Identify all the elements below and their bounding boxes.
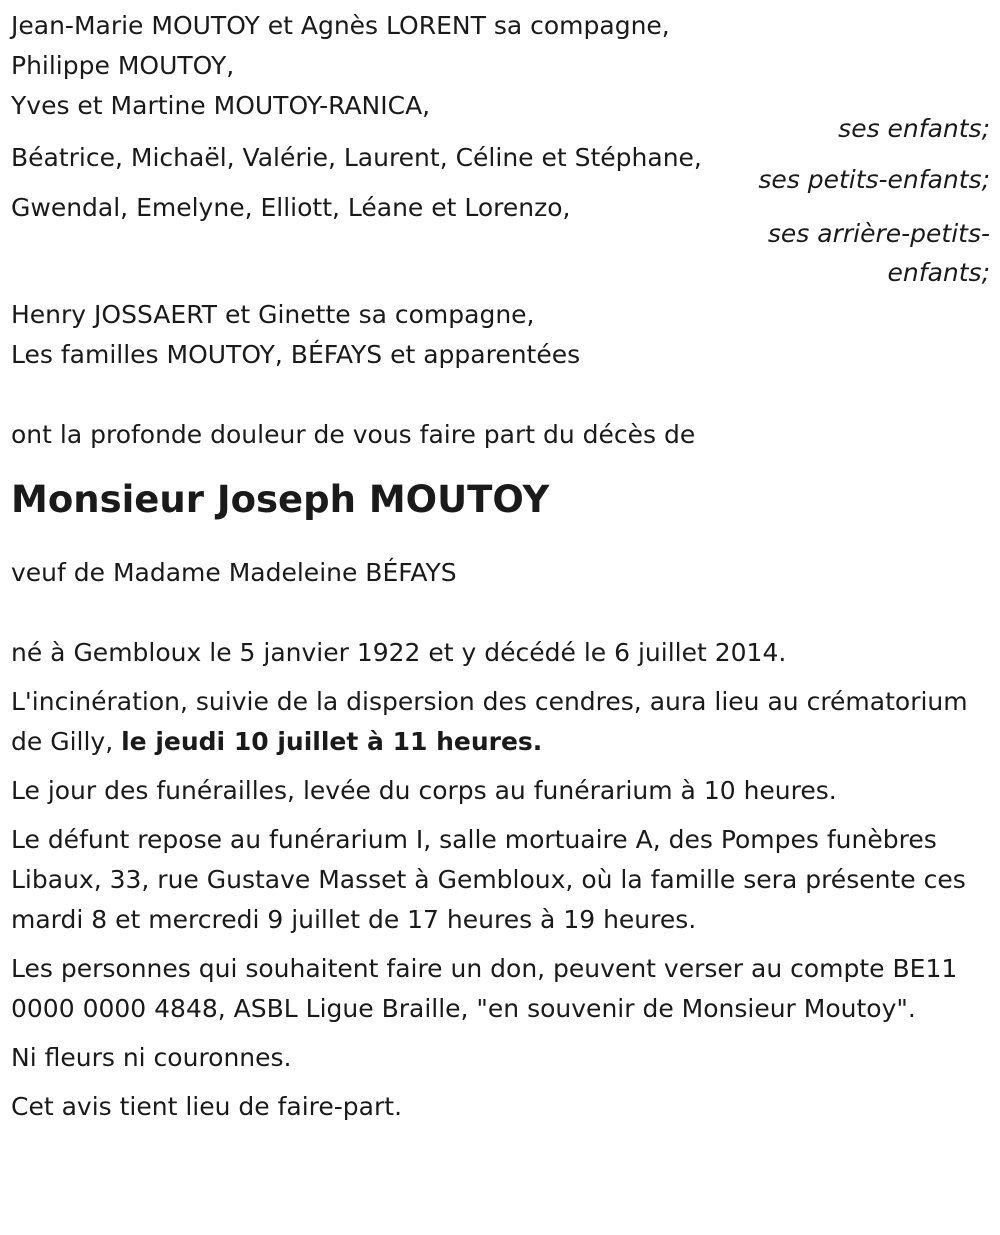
children-role: ses enfants;: [838, 114, 990, 143]
children-line: Jean-Marie MOUTOY et Agnès LORENT sa compagne,: [11, 11, 670, 40]
donation-paragraph: Les personnes qui souhaitent faire un don, peuvent verser au compte BE11 0000 0000 4848, ASBL Ligue Braille, "en souvenir de Monsieur Moutoy".: [11, 954, 958, 1023]
greatgrandchildren-role-line-2: enfants;: [887, 258, 990, 287]
grandchildren-role: ses petits-enfants;: [758, 165, 990, 194]
notice-paragraph: Cet avis tient lieu de faire-part.: [11, 1092, 403, 1121]
other-family-line: Les familles MOUTOY, BÉFAYS et apparentées: [11, 340, 581, 369]
greatgrandchildren-line: Gwendal, Emelyne, Elliott, Léane et Lorenzo,: [11, 193, 571, 222]
other-family-group: [11, 295, 990, 375]
visitation-paragraph: Le défunt repose au funérarium I, salle mortuaire A, des Pompes funèbres Libaux, 33, rue Gustave Masset à Gembloux, où la famille sera présente ces mardi 8 et mercredi 9 juillet de 17 heures à 19 heures.: [11, 825, 966, 934]
children-line: Philippe MOUTOY,: [11, 51, 235, 80]
cremation-date: le jeudi 10 juillet à 11 heures.: [121, 727, 543, 756]
details-section: [11, 633, 990, 1127]
announcement-text: ont la profonde douleur de vous faire part du décès de: [11, 420, 696, 449]
no-flowers-paragraph: Ni fleurs ni couronnes.: [11, 1043, 292, 1072]
greatgrandchildren-role-line-1: ses arrière-petits-: [767, 219, 990, 248]
deceased-name: Monsieur Joseph MOUTOY: [11, 478, 550, 521]
children-group: [11, 6, 990, 147]
widower-of-text: veuf de Madame Madeleine BÉFAYS: [11, 558, 457, 587]
cremation-text: L'incinération, suivie de la dispersion des cendres, aura lieu au crématorium de Gilly,: [11, 687, 968, 756]
obituary-notice: [11, 6, 990, 1127]
other-family-line: Henry JOSSAERT et Ginette sa compagne,: [11, 300, 535, 329]
grandchildren-line: Béatrice, Michaël, Valérie, Laurent, Céline et Stéphane,: [11, 143, 702, 172]
greatgrandchildren-group: [11, 188, 990, 291]
cremation-paragraph: [11, 682, 990, 762]
funeral-day-paragraph: Le jour des funérailles, levée du corps au funérarium à 10 heures.: [11, 776, 837, 805]
birth-death-paragraph: né à Gembloux le 5 janvier 1922 et y décédé le 6 juillet 2014.: [11, 638, 787, 667]
children-line: Yves et Martine MOUTOY-RANICA,: [11, 91, 431, 120]
